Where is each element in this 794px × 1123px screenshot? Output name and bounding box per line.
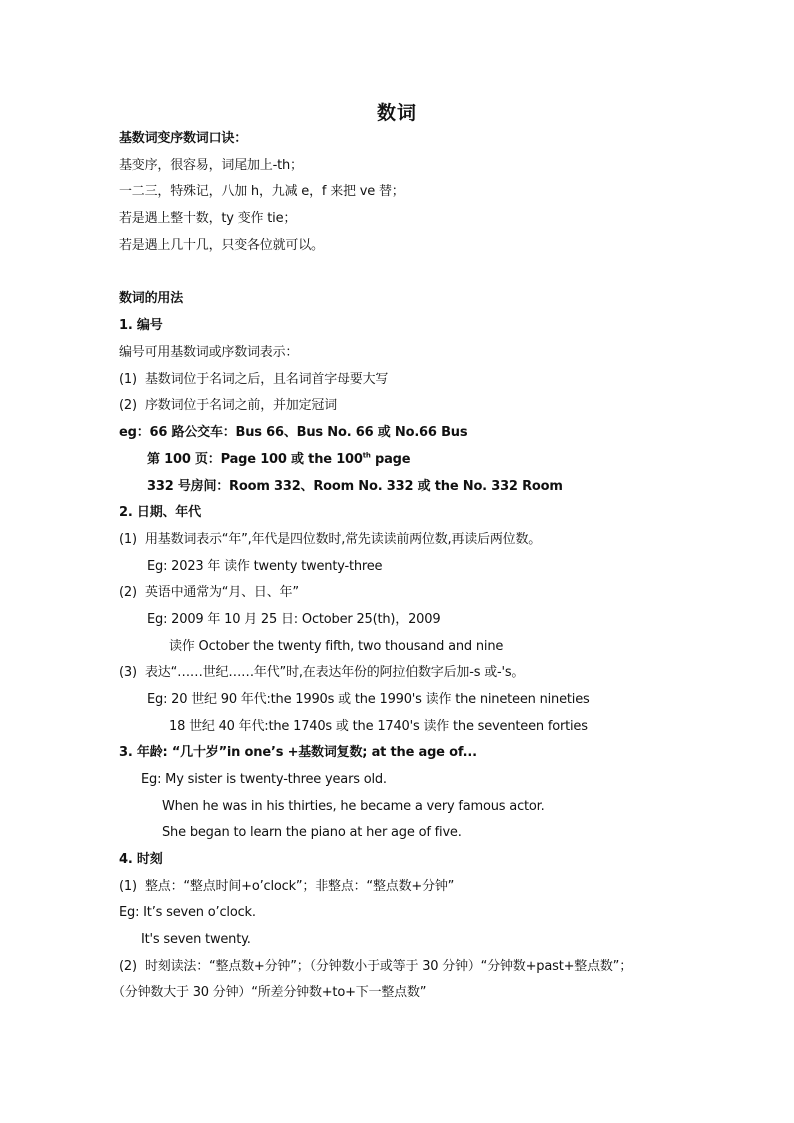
list-text: 表达“……世纪……年代”时,在表达年份的阿拉伯数字后加-s 或-'s。	[145, 665, 525, 680]
list-item	[119, 959, 632, 975]
example-line: Eg: It’s seven o’clock.	[119, 905, 256, 920]
list-number: (1)	[119, 879, 137, 894]
example-line: She began to learn the piano at her age of five.	[162, 825, 462, 840]
example-line: 18 世纪 40 年代:the 1740s 或 the 1740's 读作 the seventeen forties	[169, 719, 588, 734]
paragraph: 编号可用基数词或序数词表示：	[119, 345, 299, 360]
list-text: 英语中通常为“月、日、年”	[145, 585, 299, 600]
example-line: When he was in his thirties, he became a very famous actor.	[162, 799, 545, 814]
rhyme-line: 若是遇上整十数，ty 变作 tie；	[119, 211, 297, 226]
list-number: (2)	[119, 398, 137, 413]
list-item	[119, 398, 337, 414]
list-item	[119, 585, 299, 601]
section-heading: 1. 编号	[119, 318, 163, 333]
list-text: 时刻读法：“整点数+分钟”；（分钟数小于或等于 30 分钟）“分钟数+past+整点数”；	[145, 959, 633, 974]
usage-heading: 数词的用法	[119, 291, 184, 306]
example-line: 读作 October the twenty fifth, two thousand and nine	[169, 639, 504, 654]
list-item	[119, 879, 454, 895]
example-line: It's seven twenty.	[141, 932, 251, 947]
list-text: 用基数词表示“年”,年代是四位数时,常先读读前两位数,再读后两位数。	[145, 532, 542, 547]
rhyme-heading: 基数词变序数词口诀：	[119, 131, 248, 146]
list-number: (1)	[119, 532, 137, 547]
rhyme-line: 基变序，很容易，词尾加上-th；	[119, 158, 303, 173]
list-item	[119, 372, 388, 388]
list-text: 基数词位于名词之后，且名词首字母要大写	[145, 372, 389, 387]
list-number: (1)	[119, 372, 137, 387]
list-number: (2)	[119, 585, 137, 600]
example-line: Eg: 2009 年 10 月 25 日: October 25(th)，2009	[147, 612, 441, 627]
list-item	[119, 665, 524, 681]
list-text: 序数词位于名词之前，并加定冠词	[145, 398, 338, 413]
list-number: (3)	[119, 665, 137, 680]
example-line: 第 100 页：Page 100 或 the 100th page	[147, 451, 411, 467]
example-line: Eg: 2023 年 读作 twenty twenty-three	[147, 559, 383, 574]
list-text: 整点：“整点时间+o’clock”；非整点：“整点数+分钟”	[145, 879, 455, 894]
rhyme-line: 一二三，特殊记，八加 h，九减 e，f 来把 ve 替；	[119, 184, 405, 199]
paragraph: （分钟数大于 30 分钟）“所差分钟数+to+下一整点数”	[112, 985, 427, 1000]
rhyme-line: 若是遇上几十几，只变各位就可以。	[119, 238, 324, 253]
section-heading: 3. 年龄: “几十岁”in one’s +基数词复数; at the age of...	[119, 745, 477, 760]
section-heading: 4. 时刻	[119, 852, 163, 867]
list-number: (2)	[119, 959, 137, 974]
example-line: Eg: My sister is twenty-three years old.	[141, 772, 387, 787]
page-title: 数词	[376, 102, 417, 124]
list-item	[119, 532, 541, 548]
example-line: eg：66 路公交车：Bus 66、Bus No. 66 或 No.66 Bus	[119, 425, 468, 440]
example-line: Eg: 20 世纪 90 年代:the 1990s 或 the 1990's 读作 the nineteen nineties	[147, 692, 590, 707]
section-heading: 2. 日期、年代	[119, 505, 201, 520]
example-line: 332 号房间：Room 332、Room No. 332 或 the No. 332 Room	[147, 479, 563, 494]
